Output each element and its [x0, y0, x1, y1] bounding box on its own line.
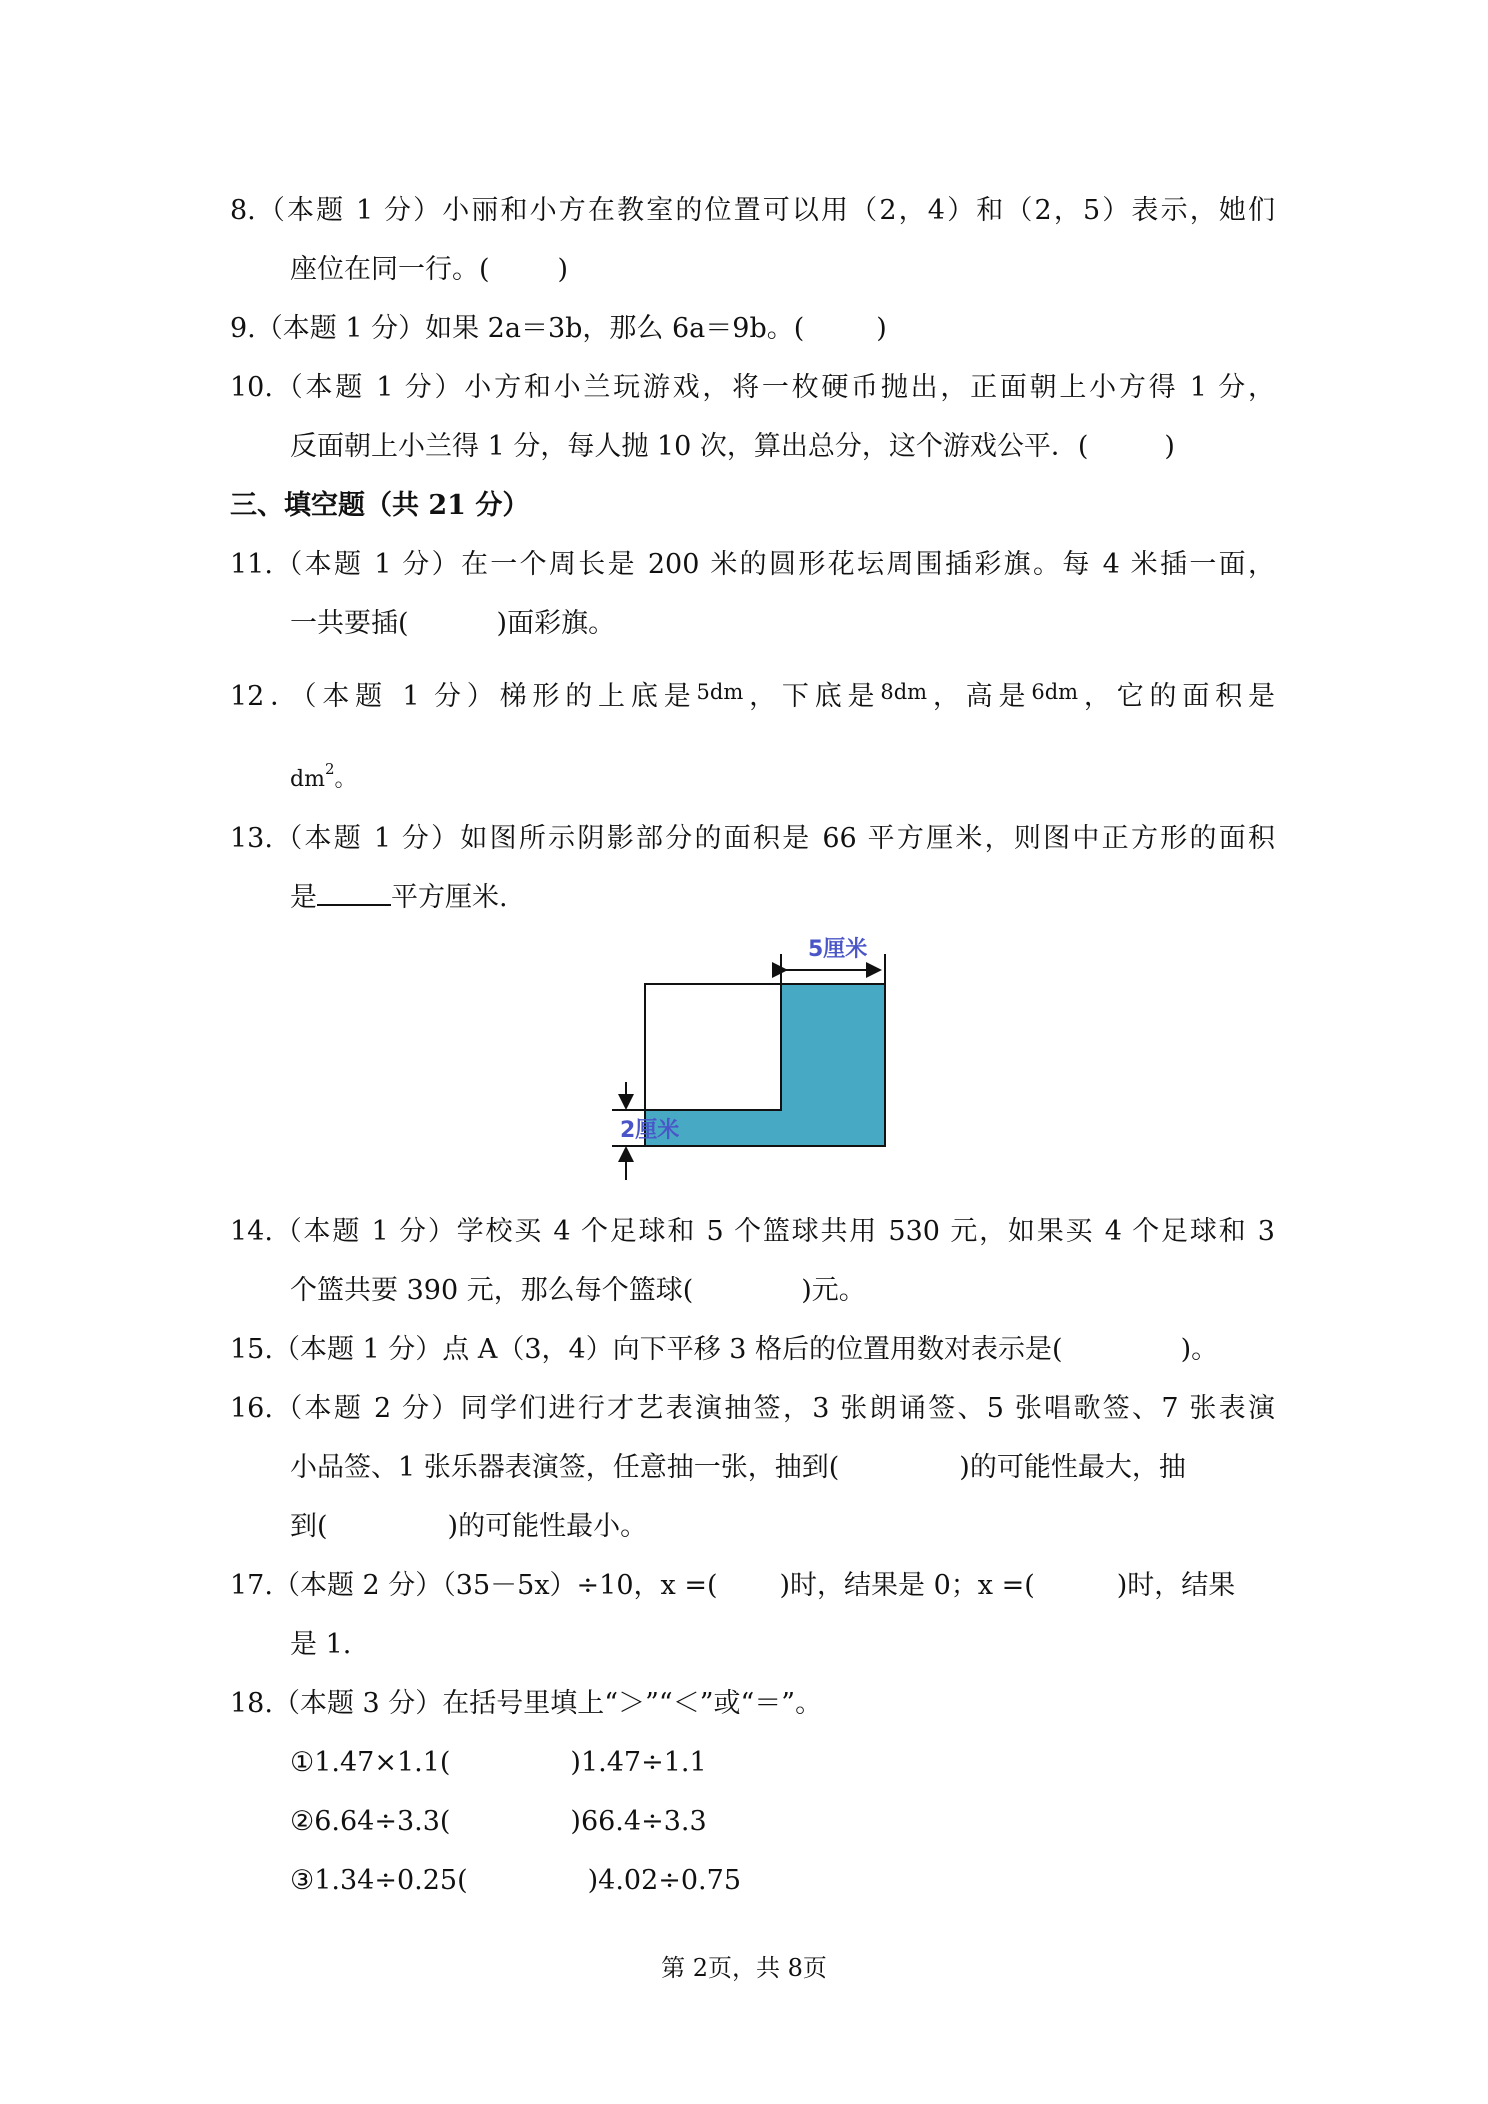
q8-text: 座位在同一行。( [290, 254, 490, 285]
q12-text-2: ，下底是 [743, 681, 881, 712]
q12-end: 。 [334, 767, 357, 792]
top-dimension-label: 5厘米 [808, 937, 868, 962]
q12-height: 6dm [1031, 680, 1079, 704]
q13-line2 [290, 881, 508, 915]
q12-text-1: 12．（本题 1 分）梯形的上底是 [230, 681, 697, 712]
q12-unit-exponent: 2 [324, 760, 335, 778]
q10-close-paren: ) [1164, 431, 1175, 462]
q17-text-1: 17.（本题 2 分）（35－5x）÷10，x =( [230, 1570, 718, 1601]
q8-line2 [290, 253, 568, 287]
side-dimension-label: 2厘米 [620, 1118, 680, 1143]
q14-line2 [290, 1274, 866, 1308]
q13-figure [600, 930, 900, 1190]
q13-answer-blank[interactable] [317, 882, 391, 906]
q14-text: 个篮共要 390 元，那么每个篮球( [290, 1275, 694, 1306]
q11-text: 一共要插( [290, 608, 409, 639]
q12-line2 [290, 752, 357, 797]
section-heading: 三、填空题（共 21 分） [230, 490, 530, 521]
q17-text-3: )时，结果 [1116, 1570, 1236, 1601]
q18-item-1-right: )1.47÷1.1 [570, 1747, 707, 1778]
q11-line2 [290, 607, 615, 641]
shaded-region [645, 984, 885, 1146]
q17-line1 [230, 1569, 1235, 1603]
q12-unit: dm [290, 767, 325, 792]
page-number: 第 2页，共 8页 [661, 1954, 827, 1982]
q16-text: 小品签、1 张乐器表演签，任意抽一张，抽到( [290, 1452, 840, 1483]
q18-item-2 [290, 1805, 707, 1839]
q10-line2 [290, 430, 1175, 464]
q12-line1 [230, 675, 1275, 714]
q16-line3 [290, 1510, 647, 1544]
q12-lower-base: 8dm [880, 680, 928, 704]
q11-text-end: )面彩旗。 [496, 608, 616, 639]
q18-item-1 [290, 1746, 707, 1780]
q13-text: 是 [290, 882, 317, 913]
q10-line1: 10.（本题 1 分）小方和小兰玩游戏，将一枚硬币抛出，正面朝上小方得 1 分， [230, 372, 1275, 403]
q12-upper-base: 5dm [696, 680, 744, 704]
q17-line2: 是 1. [290, 1629, 352, 1660]
q18-item-3-right: )4.02÷0.75 [587, 1865, 742, 1896]
q18-item-2-left: ②6.64÷3.3( [290, 1806, 451, 1837]
inner-square-edge [612, 984, 781, 1110]
q13-line1: 13.（本题 1 分）如图所示阴影部分的面积是 66 平方厘米，则图中正方形的面积 [230, 823, 1275, 854]
q16-line2 [290, 1451, 1275, 1485]
q8-close-paren: ) [557, 254, 569, 285]
q8-line1: 8.（本题 1 分）小丽和小方在教室的位置可以用（2，4）和（2，5）表示，她们 [230, 195, 1275, 226]
q12-text-3: ，高是 [927, 681, 1032, 712]
q9-line [230, 312, 887, 346]
q12-text-4: ，它的面积是 [1078, 681, 1276, 712]
q15-line [230, 1333, 1218, 1367]
q17-text-2: )时，结果是 0；x =( [779, 1570, 1035, 1601]
q9-close-paren: ) [876, 313, 887, 344]
q18-item-3 [290, 1864, 741, 1898]
q15-text: 15.（本题 1 分）点 A（3，4）向下平移 3 格后的位置用数对表示是( [230, 1334, 1063, 1365]
q11-line1: 11.（本题 1 分）在一个周长是 200 米的圆形花坛周围插彩旗。每 4 米插一面， [230, 549, 1275, 580]
q10-text: 反面朝上小兰得 1 分，每人抛 10 次，算出总分，这个游戏公平．( [290, 431, 1089, 462]
q14-line1: 14.（本题 1 分）学校买 4 个足球和 5 个篮球共用 530 元，如果买 4 个足球和 3 [230, 1216, 1275, 1247]
q18-item-1-left: ①1.47×1.1( [290, 1747, 451, 1778]
q16-text-2: 到( [290, 1511, 328, 1542]
q18-stem: 18.（本题 3 分）在括号里填上“＞”“＜”或“＝”。 [230, 1688, 823, 1719]
q13-text-end: 平方厘米. [391, 882, 508, 913]
q15-text-end: )。 [1180, 1334, 1219, 1365]
q18-item-3-left: ③1.34÷0.25( [290, 1865, 468, 1896]
q9-text: 9.（本题 1 分）如果 2a＝3b，那么 6a＝9b。( [230, 313, 805, 344]
q14-text-end: )元。 [801, 1275, 866, 1306]
q16-text-mid: )的可能性最大，抽 [959, 1452, 1186, 1483]
q16-text-end: )的可能性最小。 [447, 1511, 648, 1542]
q16-line1: 16.（本题 2 分）同学们进行才艺表演抽签，3 张朗诵签、5 张唱歌签、7 张表演 [230, 1393, 1275, 1424]
q18-item-2-right: )66.4÷3.3 [570, 1806, 707, 1837]
